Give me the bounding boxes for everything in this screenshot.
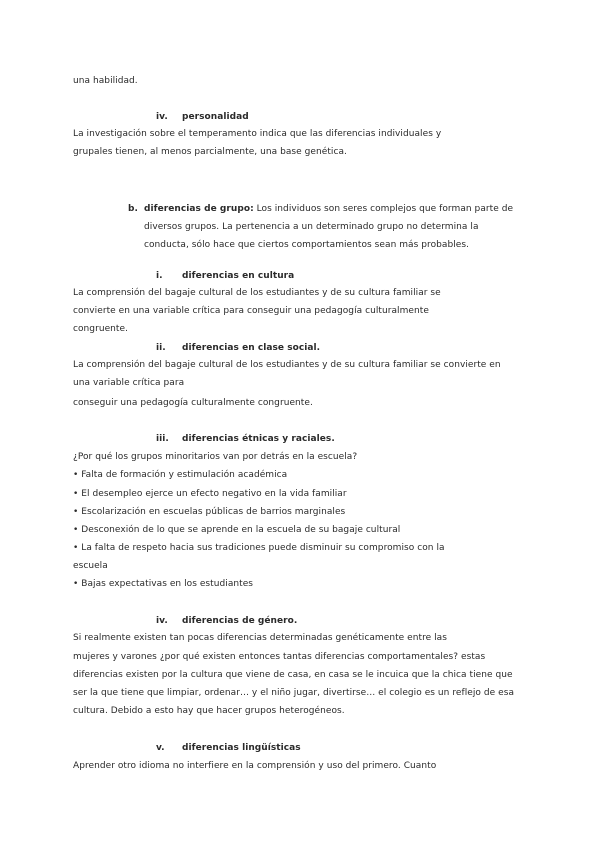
section-heading-grupo xyxy=(128,203,513,215)
bullet-item: • La falta de respeto hacia sus tradiciones puede disminuir su compromiso con la xyxy=(73,543,445,553)
bullet-item: • Bajas expectativas en los estudiantes xyxy=(73,579,254,589)
bullet-item: • Desconexión de lo que se aprende en la escuela de su bagaje cultural xyxy=(73,525,401,535)
heading-title: diferencias en clase social. xyxy=(182,343,321,353)
section-heading-linguisticas xyxy=(156,742,301,754)
heading-numeral: iv. xyxy=(156,112,168,122)
bullet-item: • El desempleo ejerce un efecto negativo en la vida familiar xyxy=(73,489,347,499)
paragraph-line: una habilidad. xyxy=(73,76,138,86)
heading-title: diferencias lingüísticas xyxy=(182,743,301,753)
paragraph-line: Aprender otro idioma no interfiere en la comprensión y uso del primero. Cuanto xyxy=(73,761,437,771)
heading-title: diferencias de grupo: xyxy=(144,204,254,214)
bullet-item: • Escolarización en escuelas públicas de barrios marginales xyxy=(73,507,346,517)
paragraph-line: grupales tienen, al menos parcialmente, una base genética. xyxy=(73,147,347,157)
heading-numeral: iv. xyxy=(156,616,168,626)
heading-numeral: v. xyxy=(156,743,165,753)
paragraph-line: cultura. Debido a esto hay que hacer grupos heterogéneos. xyxy=(73,706,345,716)
paragraph-line: diferencias existen por la cultura que viene de casa, en casa se le incuica que la chica tiene que xyxy=(73,670,513,680)
paragraph-line: mujeres y varones ¿por qué existen entonces tantas diferencias comportamentales? estas xyxy=(73,652,486,662)
heading-numeral: ii. xyxy=(156,343,166,353)
heading-title: diferencias étnicas y raciales. xyxy=(182,434,335,444)
section-heading-genero xyxy=(156,615,297,627)
paragraph-line: La comprensión del bagaje cultural de los estudiantes y de su cultura familiar se convierte en xyxy=(73,360,501,370)
paragraph-line: Si realmente existen tan pocas diferencias determinadas genéticamente entre las xyxy=(73,633,447,643)
heading-title: personalidad xyxy=(182,112,249,122)
heading-numeral: i. xyxy=(156,271,163,281)
paragraph-line: Los individuos son seres complejos que forman parte de xyxy=(253,204,514,214)
bullet-item: • Falta de formación y estimulación académica xyxy=(73,470,288,480)
section-heading-personalidad xyxy=(156,111,249,123)
heading-numeral: iii. xyxy=(156,434,169,444)
section-heading-cultura xyxy=(156,270,294,282)
paragraph-line: La comprensión del bagaje cultural de los estudiantes y de su cultura familiar se xyxy=(73,288,441,298)
heading-title: diferencias de género. xyxy=(182,616,298,626)
section-heading-etnicas xyxy=(156,433,335,445)
paragraph-line: ser la que tiene que limpiar, ordenar… y el niño jugar, divertirse… el colegio es un reflejo de esa xyxy=(73,688,515,698)
paragraph-line: diversos grupos. La pertenencia a un determinado grupo no determina la xyxy=(144,222,479,232)
paragraph-line: una variable crítica para xyxy=(73,378,185,388)
paragraph-line: conducta, sólo hace que ciertos comportamientos sean más probables. xyxy=(144,240,470,250)
section-heading-clase-social xyxy=(156,342,320,354)
heading-marker: b. xyxy=(128,204,138,214)
paragraph-line: conseguir una pedagogía culturalmente congruente. xyxy=(73,398,313,408)
bullet-item: escuela xyxy=(73,561,108,571)
heading-title: diferencias en cultura xyxy=(182,271,295,281)
paragraph-line: La investigación sobre el temperamento indica que las diferencias individuales y xyxy=(73,129,442,139)
paragraph-line: convierte en una variable crítica para conseguir una pedagogía culturalmente xyxy=(73,306,429,316)
paragraph-line: congruente. xyxy=(73,324,128,334)
question-line: ¿Por qué los grupos minoritarios van por detrás en la escuela? xyxy=(73,452,358,462)
